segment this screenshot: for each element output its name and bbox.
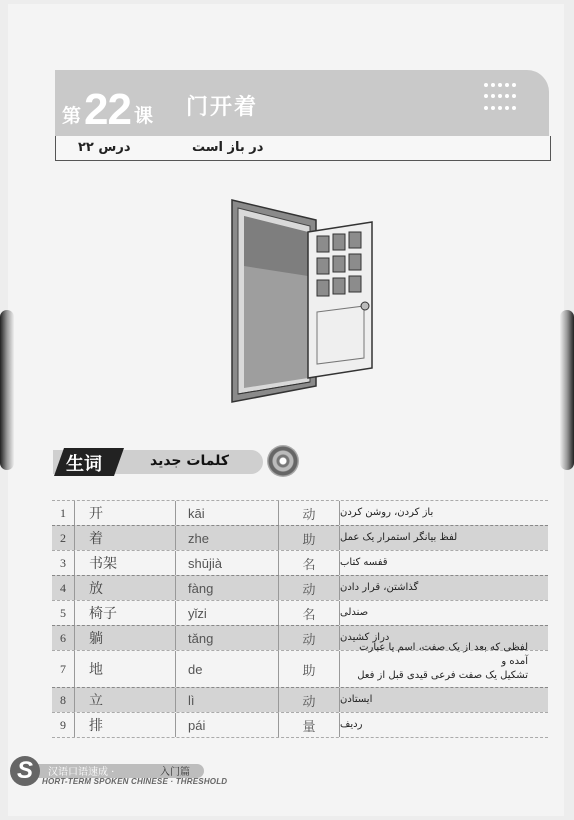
vocab-pinyin: kāi	[176, 501, 279, 525]
vocab-hanzi: 躺	[75, 626, 176, 650]
vocab-pinyin: shūjià	[176, 551, 279, 575]
vocab-pinyin: lì	[176, 688, 279, 712]
vocab-hanzi: 立	[75, 688, 176, 712]
vocab-pinyin: de	[176, 651, 279, 687]
lesson-suffix: 课	[133, 105, 153, 127]
vocab-hanzi: 书架	[75, 551, 176, 575]
vocab-pinyin: yǐzi	[176, 601, 279, 625]
vocab-meaning	[340, 551, 548, 575]
vocab-row	[52, 600, 548, 625]
vocab-part-of-speech: 名	[279, 551, 340, 575]
page-binding-right	[560, 310, 574, 470]
vocab-meaning	[340, 713, 548, 737]
vocab-number: 4	[52, 576, 75, 600]
vocab-pinyin: tǎng	[176, 626, 279, 650]
vocab-meaning-line: ردیف	[340, 719, 363, 730]
vocabulary-table	[52, 500, 548, 738]
lesson-number: 22	[84, 85, 131, 134]
lesson-number-persian: درس ۲۲	[78, 140, 131, 155]
vocab-pinyin: fàng	[176, 576, 279, 600]
vocab-row	[52, 500, 548, 525]
vocab-meaning-line: صندلی	[340, 607, 369, 618]
vocab-meaning	[340, 688, 548, 712]
vocab-tag-persian: كلمات جديد	[150, 453, 229, 469]
vocab-row	[52, 525, 548, 550]
vocab-part-of-speech: 助	[279, 651, 340, 687]
vocab-meaning	[340, 526, 548, 550]
vocab-meaning	[340, 501, 548, 525]
vocab-meaning	[340, 576, 548, 600]
vocab-row	[52, 687, 548, 712]
vocab-number: 1	[52, 501, 75, 525]
vocab-pinyin: pái	[176, 713, 279, 737]
vocab-row	[52, 642, 548, 687]
vocab-part-of-speech: 动	[279, 626, 340, 650]
vocab-meaning	[340, 601, 548, 625]
vocab-meaning-line: گذاشتن، قرار دادن	[340, 582, 419, 593]
vocab-hanzi: 开	[75, 501, 176, 525]
vocab-number: 8	[52, 688, 75, 712]
vocab-part-of-speech: 助	[279, 526, 340, 550]
vocab-meaning-line: لفظ بیانگر استمرار یک عمل	[340, 532, 458, 543]
vocab-part-of-speech: 量	[279, 713, 340, 737]
vocab-hanzi: 放	[75, 576, 176, 600]
vocab-part-of-speech: 名	[279, 601, 340, 625]
vocab-number: 5	[52, 601, 75, 625]
vocab-part-of-speech: 动	[279, 501, 340, 525]
vocab-number: 3	[52, 551, 75, 575]
decorative-dots	[484, 83, 518, 113]
open-door-illustration	[222, 196, 382, 406]
vocab-meaning-line: ایستادن	[340, 694, 373, 705]
vocab-hanzi: 地	[75, 651, 176, 687]
vocab-number: 2	[52, 526, 75, 550]
vocab-meaning-line: لفظی که بعد از یک صفت، اسم یا عبارت آمده و	[359, 642, 528, 667]
vocab-row	[52, 575, 548, 600]
vocab-row	[52, 550, 548, 575]
vocab-meaning	[340, 642, 548, 687]
vocab-meaning-line: دراز کشیدن	[340, 632, 390, 643]
vocab-meaning-line: باز کردن، روشن کردن	[340, 507, 434, 518]
series-title-chinese: 汉语口语速成 ·	[48, 767, 115, 778]
vocab-number: 9	[52, 713, 75, 737]
lesson-title-chinese: 门开着	[186, 95, 259, 120]
vocab-meaning-line: قفسه کتاب	[340, 557, 388, 568]
series-logo-icon: S	[10, 756, 40, 786]
series-level: 入门篇	[160, 767, 190, 778]
vocab-meaning-line: تشکیل یک صفت فرعی قیدی قبل از فعل	[357, 670, 528, 681]
vocab-row	[52, 712, 548, 738]
vocab-pinyin: zhe	[176, 526, 279, 550]
vocab-number: 6	[52, 626, 75, 650]
audio-cd-icon[interactable]	[267, 445, 299, 477]
lesson-prefix: 第	[62, 105, 82, 127]
vocab-hanzi: 着	[75, 526, 176, 550]
vocab-hanzi: 排	[75, 713, 176, 737]
page-binding-left	[0, 310, 14, 470]
lesson-title-persian: در باز است	[192, 140, 264, 155]
vocab-part-of-speech: 动	[279, 576, 340, 600]
lesson-number-badge	[62, 85, 153, 134]
series-title-english: HORT-TERM SPOKEN CHINESE · THRESHOLD	[42, 777, 228, 786]
vocab-number: 7	[52, 651, 75, 687]
vocab-hanzi: 椅子	[75, 601, 176, 625]
vocab-part-of-speech: 动	[279, 688, 340, 712]
vocab-tag-chinese: 生词	[66, 454, 102, 475]
